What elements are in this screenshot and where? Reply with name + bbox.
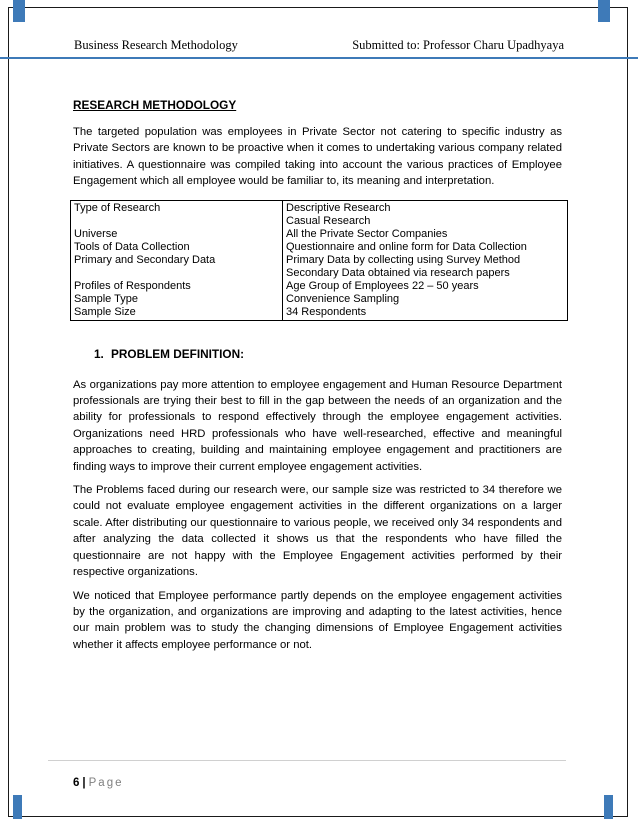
table-col-attribute: [71, 200, 283, 320]
corner-mark-bottom-right: [604, 795, 613, 819]
table-cell-attribute: Type of Research: [74, 201, 161, 214]
table-cell-value: 34 Respondents: [286, 305, 367, 318]
table-cell-value: Questionnaire and online form for Data Collection: [286, 240, 527, 253]
table-cell-attribute: Sample Size: [74, 305, 136, 318]
table-cell-value: All the Private Sector Companies: [286, 227, 448, 240]
problem-definition-heading: [94, 347, 562, 361]
methodology-table: [70, 200, 568, 321]
problem-paragraph-3: We noticed that Employee performance partly depends on the employee engagement activities by the organization, and organizations are improving and adapting to the latest activities, hence our main problem was to study the changing dimensions of Employee Engagement activities whether it affects employee performance or not.: [73, 589, 562, 651]
table-cell-value: Secondary Data obtained via research papers: [286, 266, 510, 279]
page-number: 6: [73, 777, 80, 789]
table-col-value: [283, 200, 568, 320]
header-rule: [0, 57, 638, 59]
document-body: [73, 98, 562, 653]
header-course-title: Business Research Methodology: [74, 38, 238, 52]
problem-number: 1.: [94, 346, 104, 361]
problem-paragraph-2: The Problems faced during our research were, our sample size was restricted to 34 therefore we could not evaluate employee engagement activities in the different organizations on a larger scale. After distributing our questionnaire to various people, we received only 34 respondents and after analyzing the data collected it shows us that the respondents who have filled the questionnaire are not happy with the Employee Engagement activities performed by their respective organizations.: [73, 484, 562, 579]
table-cell-attribute: Primary and Secondary Data: [74, 253, 216, 266]
header-submitted-to: Submitted to: Professor Charu Upadhyaya: [352, 38, 564, 52]
page-footer: [73, 777, 123, 789]
corner-mark-bottom-left: [13, 795, 22, 819]
problem-paragraph-1: As organizations pay more attention to employee engagement and Human Resource Department professionals are trying their best to fill in the gap between the needs of an organization and the ability for professionals to respond effectively through the employee engagement activities. Organizations need HRD professionals who have well-researched, effective and meaningful approaches to creating, building and maintaining employee engagement and practitioners are finding ways to improve their current employee engagement activities.: [73, 378, 562, 473]
footer-separator: |: [82, 777, 86, 789]
corner-mark-top-right: [598, 0, 610, 22]
table-cell-attribute: Tools of Data Collection: [74, 240, 190, 253]
section-title: RESEARCH METHODOLOGY: [73, 98, 237, 112]
table-cell-attribute: Sample Type: [74, 292, 139, 305]
problem-title: PROBLEM DEFINITION:: [111, 346, 245, 361]
table-cell-attribute: Universe: [74, 227, 118, 240]
table-cell-attribute: [74, 267, 279, 280]
table-cell-value: Convenience Sampling: [286, 292, 400, 305]
table-row: [71, 200, 568, 320]
table-cell-value: Casual Research: [286, 214, 371, 227]
table-cell-value: Primary Data by collecting using Survey Method: [286, 253, 521, 266]
footer-rule: [48, 760, 566, 761]
table-cell-attribute: [74, 215, 279, 228]
table-cell-value: Age Group of Employees 22 – 50 years: [286, 279, 479, 292]
intro-paragraph: The targeted population was employees in Private Sector not catering to specific industry as Private Sectors are known to be proactive when it comes to undertaking various company related initiatives. A questionnaire was compiled taking into account the various practices of Employee Engagement which all employee would be familiar to, its meaning and interpretation.: [73, 126, 562, 188]
page-header: [74, 38, 564, 54]
table-cell-value: Descriptive Research: [286, 201, 391, 214]
table-cell-attribute: Profiles of Respondents: [74, 279, 191, 292]
page-label: Page: [88, 777, 124, 789]
corner-mark-top-left: [13, 0, 25, 22]
